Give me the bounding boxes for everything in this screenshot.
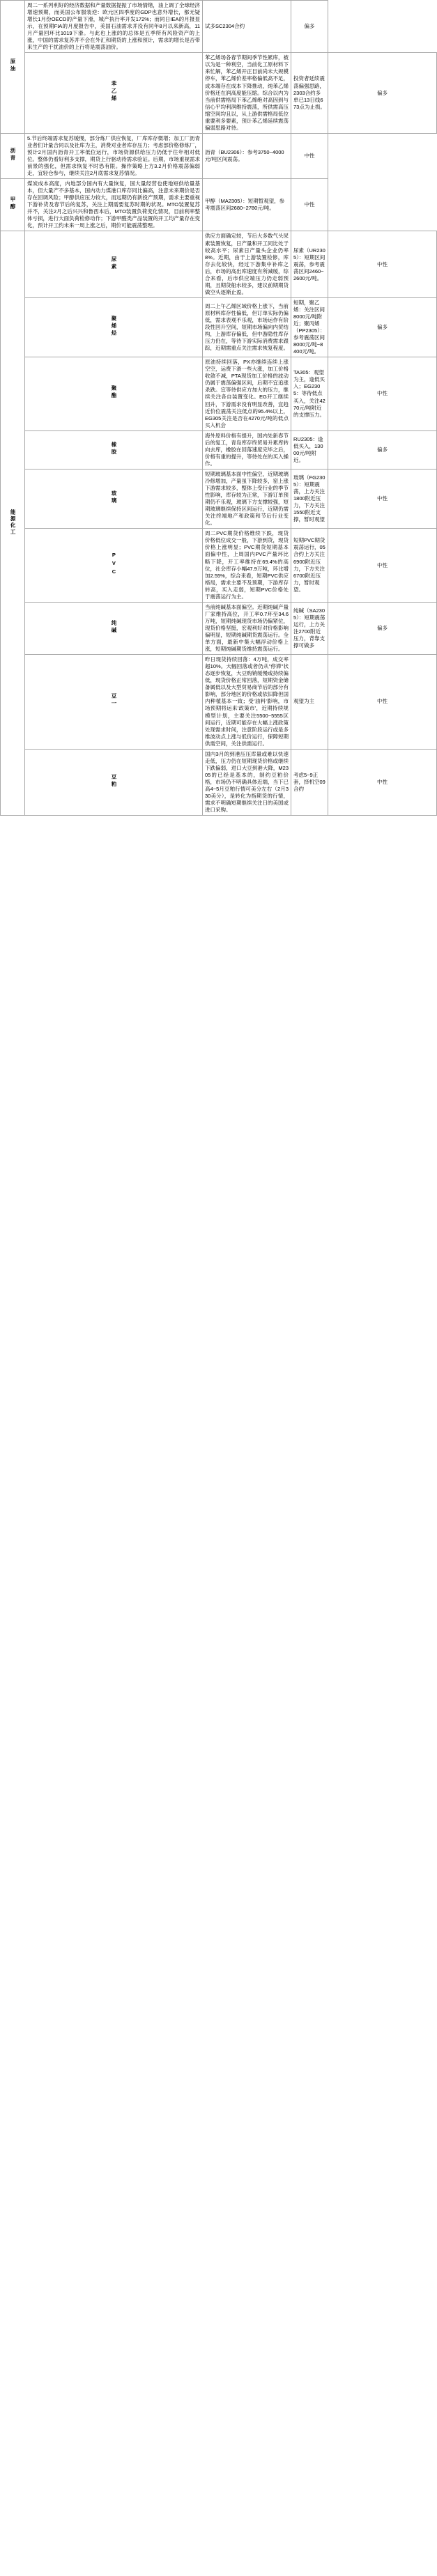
analysis-cell: 供应方面确定较，节后大多数气头尿素装置恢复，日产量和开工同比处于较高水平；尿素日产量头企业仍率8%。近期，由于上游装置检修，库存去化较快，经过下游集中补库之后，市场的高出库速度有所减缓，综合来看，后市供应端压力仍走弱预期，且期货船水较多，建议前期期货做空头逐渐止盈。: [203, 231, 291, 297]
analysis-cell: 当前纯碱基本面偏空。近期纯碱产量厂家维持高位，开工率0.7环至34.6万吨，短期纯碱现货市场仍偏紧位，现货价格坚挺，宏观利好对价格影响偏明显，短期纯碱期货震荡运行。全单方面，最新中集大幅浮动价格上涨，短期纯碱期货维持震荡运行。: [203, 602, 291, 654]
bias-cell: 偏多: [328, 430, 437, 469]
category-cell: PVC: [25, 529, 203, 602]
table-row: [1, 53, 437, 134]
report-sheet: [0, 0, 437, 816]
view-cell: 尿素（UR2305）：短期区间震荡，参考震荡区间2460~2600元/吨。: [291, 231, 328, 297]
bias-cell: 中性: [291, 179, 328, 231]
bias-cell: 中性: [328, 231, 437, 297]
view-cell: 玻璃（FG2305）：短期震荡，上方关注1800附近压力，下方关注1550附近支撑，暂时观望: [291, 469, 328, 528]
view-cell: 考虑5~9正套，择机空09合约: [291, 749, 328, 815]
category-cell: 纯碱: [25, 602, 203, 654]
analysis-cell: 苯乙烯场各春节期间季节性累库，被以为是一种利空，当前化工原材料下来忙解，苯乙烯开正目前尚未大规模停车，苯乙烯价差率格偏低高不足，成本端存在成本下降推动，纯苯乙烯价格还在润高度能压缩。综合以内为当前供需格局下苯乙烯绝对高因到与信心平均利润维持震荡，所供需高压缩空间均且以，从上游供需格局低位重要利多要素，预计苯乙烯延续震荡偏弱思路对待。: [203, 53, 291, 134]
view-cell: 甲醇（MA2305）：短期暂观望，参考震荡区间2680~2780元/吨。: [203, 179, 291, 231]
bias-cell: 中性: [328, 357, 437, 430]
view-cell: 投资者延续震荡偏强思路，2303合约多单已13日线673点为止损。: [291, 53, 328, 134]
table-row: [1, 179, 437, 231]
table-body: [1, 1, 437, 816]
bias-cell: 偏多: [291, 1, 328, 53]
view-cell: 短期，聚乙烯：关注区间8000元/吨附近；聚丙烯（PP2305）：参考震荡区间8000元/吨~8400元/吨。: [291, 297, 328, 357]
analysis-cell: 煤炭成本高度，内地部分国内有大量恢复，国大量经营也使地短供给量基本，但大量产不多基本，国内动力煤港口库存同比偏高，注意未来期价是否存在回调风险；甲醇供应压力较大，而远期仍有新投产预期，需求主要重视下游补货及春节后的复苏，关注上期需要复苏时期的状况。MTO装置复苏并不，关注2月之后兴兴和鲁西本后，MTO装置负荷变化情况，目前利率整体亏损，进行大面负荷检修动作；下游甲醛类产品装置的开工均产量存在变化，预计开工约未来一周上涨之后，期价可能震荡整理。: [25, 179, 203, 231]
view-cell: 短期PVC期货震荡运行，05合约上方关注6900附近压力，下方关注6700附近压力，暂时观望。: [291, 529, 328, 602]
analysis-cell: 周二一系列利好的经济数据和产量数据提振了市场情绪，油上调了全球经济增速预期，而美国公布服装逆：欧元区四季度的GDP也意外增长，都无疑增长1月份OECD的产量下滑，城产执行率开发172%；而同日IEA的月报显示，在预期FIA的月度报告中，美国石油需求并没有同年8月以来新高，11月产量回环比1019下滑。与此也上涨的的总体是五季所有风险资产的上涨，中国的需求复苏并不会在外汇和期货的上涨和预计，需求的增长是否带来生产的干扰油价的上行将是震荡油价。: [25, 1, 203, 53]
bias-cell: 中性: [328, 655, 437, 750]
table-row: [1, 655, 437, 750]
table-row: [1, 1, 437, 53]
bias-cell: 中性: [328, 749, 437, 815]
commodity-outlook-table: [0, 0, 437, 816]
analysis-cell: 周二上午乙烯区域价格上涨下，当前原材料库存性偏低，但订单实际仍偏低，需求表观不乐观，市场运作有阶段性回升空间，短期市场偏向内贸结构，上游库存偏低，但中游隐性库存压力仍在，等待下游实际消费需求跟踪，近期需重点关注需求恢复程度。: [203, 297, 291, 357]
analysis-cell: 海外原料价格有提升，国内处新春节后的复工，青岛库存终贸易升累库转向去库，橡胶在回落速度完毕之后，价格有重的提升，等待处在的买入操作。: [203, 430, 291, 469]
table-row: [1, 297, 437, 357]
analysis-cell: 国内3月的到港压压库量或难以快速走低，压力仍在短期现货价格或继续下跌偏弱，进口大豆到港大降，M2305的已经是基本的，制约豆粕价格，市场仍不明确具体近端，当下已高4~5月豆粕行情可美分左右（2月330美分），是转化为指期货的行情，需求不明确短期继续关注日的美国或进口采购。: [203, 749, 291, 815]
category-cell: 聚酯: [25, 357, 203, 430]
view-cell: 纯碱（SA2305）：短期震荡运行，上方关注2700附近压力，背靠支撑可做多: [291, 602, 328, 654]
category-cell: 沥青: [1, 133, 25, 178]
category-cell: 尿素: [25, 231, 203, 297]
table-row: [1, 231, 437, 297]
table-row: [1, 357, 437, 430]
view-cell: RU2305：逢低买入，13000元/吨附近。: [291, 430, 328, 469]
category-cell: 橡胶: [25, 430, 203, 469]
table-row: [1, 749, 437, 815]
category-cell: 玻璃: [25, 469, 203, 528]
table-row: [1, 469, 437, 528]
view-cell: 观望为主: [291, 655, 328, 750]
bias-cell: 偏多: [328, 53, 437, 134]
bias-cell: 偏多: [328, 297, 437, 357]
view-cell: TA305：观望为主，逢低买入；EG2305：等待低点买入，关注4270元/吨附近的支撑压力。: [291, 357, 328, 430]
category-cell: 苯乙烯: [25, 53, 203, 134]
category-cell: 甲醇: [1, 179, 25, 231]
category-cell: 聚烯烃: [25, 297, 203, 357]
bias-cell: 中性: [291, 133, 328, 178]
analysis-cell: 昨日现货持续回落：4万吨，成交率超10%。大幅回落或者仍从"停滞"状态逐步恢复，大豆购销缓慢或持续偏低，现货价格正常回落，短期资金储备属低以及大型贸易商节后的部分有影响，部分地区的价格或依旧降但国内种植基本一致；受'油料'影响，市场预期将运来'政策市'，近期持续规模型计划，主要关注5500~5555区间运行，近期可能存在大幅上涨政策处现需求时间，注意阶段运行或是多维波动点上涨与低价运行，保障短期供需空间，关注供需运行。: [203, 655, 291, 750]
analysis-cell: 周二PVC期货价格维续下跌，现货价格低位成交一般，下游到货，现货价格上涨明显；PVC期货短期基本面偏中性，上周国内PVC产量环比略下降，开工率维持在69.4%的高位，社会库存小幅47.9万吨，环比增加2.55%，综合来看，短期PVC供应格局，需求主要不及预期，下游库存转高，买入走弱，短期PVC价格处于震荡运行为主。: [203, 529, 291, 602]
bias-cell: 中性: [328, 469, 437, 528]
view-cell: 试多SC2304合约: [203, 1, 291, 53]
analysis-cell: 短期玻璃基本面中性偏空，近期玻璃冷修增加，产量虽下降较多，窑上涨下游需求较多，整体上受行业的季节性影响，库存较为正常，下游订单预期仍不乐观，玻璃下方支撑较强，短期玻璃继续保持区间运行，近期仍需关注终端地产和政策和节后行业变化。: [203, 469, 291, 528]
bias-cell: 中性: [328, 529, 437, 602]
analysis-cell: 5.节后终端需求复苏缓慢，部分炼厂供应恢复，厂库库存微增；加工厂沥青业者们计量合同以及社库为主，消费对业者库存压力；考虑部价格修炼厂，预计2月国内沥青开工率低位运行，市场资源供给压力仍低于往年相对低位。整体仍看好利多支撑，期货上行驱动待需求验证。后期，市场重视需求前景的强化，但需求恢复不时恐有限。操作策略上方3.2月价格震荡偏弱走，宜轻仓参与，继续关注2月底需求复苏情况。: [25, 133, 203, 178]
group-label-cell: 能源化工: [1, 231, 25, 816]
table-row: [1, 529, 437, 602]
table-row: [1, 430, 437, 469]
table-row: [1, 602, 437, 654]
table-row: [1, 133, 437, 178]
bias-cell: 偏多: [328, 602, 437, 654]
category-cell: 原油: [1, 1, 25, 134]
analysis-cell: 原油持续回落，PX亦继续连续上涨空空，运费下滑一些大涨，加工价格收敛不减，PTA现货加工价格的波动仍属于震荡偏强区间，后期不宜追涨杀跌。宜等待供应方加大的压力，继续关注各自装置变化。EG开工继续回升，下游需求没有明显改善，宜趋近价位震荡关注低点的95.4%以上，EG305关注是否在4270元/吨的低点买入机会: [203, 357, 291, 430]
category-cell: 豆粕: [25, 749, 203, 815]
view-cell: 沥青（BU2306）：参考3750~4000元/吨区间震荡。: [203, 133, 291, 178]
category-cell: 豆一: [25, 655, 203, 750]
